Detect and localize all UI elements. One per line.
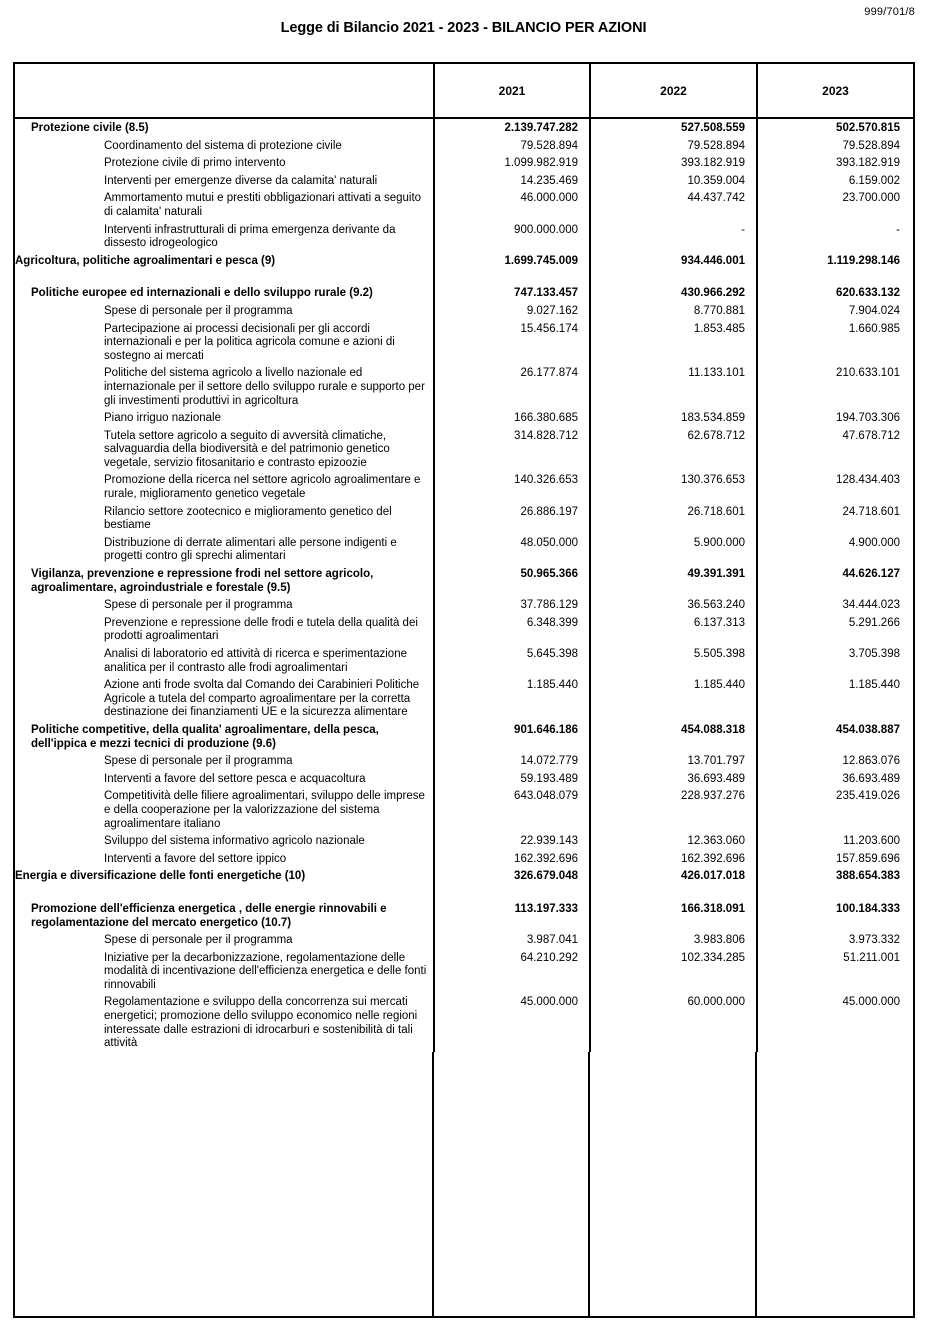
row-value-2021: 140.326.653: [434, 471, 590, 502]
row-label-cell: [15, 832, 434, 850]
table-row: [15, 900, 913, 931]
row-value-2023: 6.159.002: [848, 174, 900, 187]
row-value-2022: 11.133.101: [590, 364, 757, 409]
table-body: [15, 118, 913, 1052]
row-value-2021: 1.099.982.919: [434, 154, 590, 172]
spacer-cell: [434, 269, 590, 284]
row-value-2022: 166.318.091: [590, 900, 757, 931]
table-row: [15, 284, 913, 302]
row-label-cell: [15, 503, 434, 534]
row-label-cell: [15, 900, 434, 931]
row-value-2022: -: [590, 221, 757, 252]
row-value-2021: 314.828.712: [434, 427, 590, 472]
table-row: [15, 503, 913, 534]
row-value-2023: 12.863.076: [842, 755, 900, 768]
spacer-cell: [757, 269, 913, 284]
row-value-2021: 59.193.489: [434, 770, 590, 788]
table-row: [15, 252, 913, 270]
spacer-cell: [590, 885, 757, 900]
empty-cell-2022: [590, 1052, 757, 1316]
row-label: Interventi a favore del settore ippico: [104, 852, 287, 865]
row-value-2023: 5.291.266: [848, 616, 900, 629]
table-row: [15, 993, 913, 1051]
row-label: Spese di personale per il programma: [104, 599, 293, 612]
table-row: [15, 320, 913, 365]
table-row: [15, 302, 913, 320]
row-value-2022: 527.508.559: [590, 118, 757, 137]
row-value-2022: 44.437.742: [590, 189, 757, 220]
empty-cell-2023: [757, 1052, 913, 1316]
budget-table-container: [13, 62, 915, 1318]
row-label-cell: [15, 154, 434, 172]
row-value-2023: 1.660.985: [848, 322, 900, 335]
row-label: Spese di personale per il programma: [104, 934, 293, 947]
row-value-2023: 620.633.132: [836, 287, 900, 300]
header-row: [15, 64, 913, 118]
row-value-2021: 22.939.143: [434, 832, 590, 850]
row-label-cell: [15, 867, 434, 885]
row-label: Distribuzione di derrate alimentari alle persone indigenti e progetti contro gli sprechi alimentari: [104, 536, 397, 563]
row-value-2023: 235.419.026: [836, 790, 900, 803]
row-label-cell: [15, 770, 434, 788]
table-row: [15, 154, 913, 172]
row-value-2022: 430.966.292: [590, 284, 757, 302]
table-row: [15, 221, 913, 252]
table-row: [15, 770, 913, 788]
row-value-2021: 6.348.399: [434, 614, 590, 645]
row-value-2022: 26.718.601: [590, 503, 757, 534]
table-spacer-row: [15, 885, 913, 900]
row-value-2022: 49.391.391: [590, 565, 757, 596]
table-row: [15, 614, 913, 645]
table-header: [15, 64, 913, 118]
row-value-2021: 5.645.398: [434, 645, 590, 676]
row-value-2023: 4.900.000: [848, 536, 900, 549]
row-value-2022: 6.137.313: [590, 614, 757, 645]
row-value-2023: 3.973.332: [848, 934, 900, 947]
row-label: Competitività delle filiere agroalimentari, sviluppo delle imprese e della cooperazione per la valorizzazione del sistema agroalimentare italiano: [104, 790, 425, 830]
page-title: Legge di Bilancio 2021 - 2023 - BILANCIO PER AZIONI: [280, 20, 647, 36]
row-value-2021: 3.987.041: [434, 931, 590, 949]
table-row: [15, 645, 913, 676]
table-row: [15, 931, 913, 949]
row-value-2022: 102.334.285: [590, 949, 757, 994]
row-label: Regolamentazione e sviluppo della concorrenza sui mercati energetici; promozione dello sviluppo economico nelle regioni interessate dalle estrazioni di idrocarburi e sostenibilità di tali attività: [104, 996, 418, 1050]
empty-cell-label: [15, 1052, 434, 1316]
row-value-2021: 326.679.048: [434, 867, 590, 885]
row-value-2021: 113.197.333: [434, 900, 590, 931]
table-row: [15, 721, 913, 752]
row-label: Politiche competitive, della qualita' agroalimentare, della pesca, dell'ippica e mezzi tecnici di produzione (9.6): [31, 723, 379, 750]
table-row: [15, 867, 913, 885]
table-row: [15, 534, 913, 565]
row-value-2022: 79.528.894: [590, 137, 757, 155]
row-value-2022: 5.900.000: [590, 534, 757, 565]
row-value-2022: 228.937.276: [590, 787, 757, 832]
row-value-2021: 14.072.779: [434, 752, 590, 770]
row-value-2022: 60.000.000: [590, 993, 757, 1051]
row-label: Politiche del sistema agricolo a livello nazionale ed internazionale per il settore dello sviluppo rurale e supporto per gli investimenti produttivi in agricoltura: [104, 367, 425, 407]
table-row: [15, 596, 913, 614]
table-row: [15, 832, 913, 850]
row-label: Interventi per emergenze diverse da calamita' naturali: [104, 174, 378, 187]
row-label: Interventi a favore del settore pesca e acquacoltura: [104, 772, 366, 785]
row-value-2023: 3.705.398: [848, 648, 900, 660]
row-value-2023: -: [896, 223, 900, 236]
row-label: Spese di personale per il programma: [104, 304, 293, 317]
row-value-2021: 1.699.745.009: [434, 252, 590, 270]
row-value-2022: 12.363.060: [590, 832, 757, 850]
row-value-2023: 11.203.600: [843, 835, 900, 848]
row-value-2023: 45.000.000: [842, 996, 900, 1009]
row-value-2021: 45.000.000: [434, 993, 590, 1051]
row-label-cell: [15, 302, 434, 320]
spacer-cell: [590, 269, 757, 284]
row-label-cell: [15, 320, 434, 365]
row-label-cell: [15, 364, 434, 409]
row-value-2021: 37.786.129: [434, 596, 590, 614]
row-label: Prevenzione e repressione delle frodi e tutela della qualità dei prodotti agroalimentari: [104, 616, 418, 643]
row-value-2022: 8.770.881: [590, 302, 757, 320]
spacer-cell: [15, 885, 434, 900]
row-value-2022: 1.185.440: [590, 676, 757, 721]
table-row: [15, 409, 913, 427]
row-value-2023: 194.703.306: [836, 412, 900, 425]
row-value-2023: 454.038.887: [836, 723, 900, 736]
table-row: [15, 189, 913, 220]
row-value-2021: 747.133.457: [434, 284, 590, 302]
table-row: [15, 118, 913, 137]
table-row: [15, 752, 913, 770]
row-label: Protezione civile (8.5): [31, 122, 149, 134]
row-label: Iniziative per la decarbonizzazione, regolamentazione delle modalità di incentivazione dell'efficienza energetica e delle fonti rinnovabili: [104, 951, 427, 991]
row-value-2022: 162.392.696: [590, 850, 757, 868]
row-value-2023: 7.904.024: [848, 304, 900, 317]
row-value-2022: 934.446.001: [590, 252, 757, 270]
row-value-2021: 46.000.000: [434, 189, 590, 220]
row-label-cell: [15, 676, 434, 721]
row-label-cell: [15, 614, 434, 645]
row-label: Coordinamento del sistema di protezione civile: [104, 139, 342, 152]
row-value-2023: 502.570.815: [836, 122, 900, 134]
row-label-cell: [15, 189, 434, 220]
row-value-2022: 62.678.712: [590, 427, 757, 472]
row-value-2021: 26.886.197: [434, 503, 590, 534]
row-label-cell: [15, 427, 434, 472]
row-label: Rilancio settore zootecnico e miglioramento genetico del bestiame: [104, 505, 392, 532]
row-value-2021: 64.210.292: [434, 949, 590, 994]
row-label-cell: [15, 284, 434, 302]
row-label: Ammortamento mutui e prestiti obbligazionari attivati a seguito di calamita' naturali: [104, 192, 422, 218]
row-label-cell: [15, 949, 434, 994]
row-label: Politiche europee ed internazionali e dello sviluppo rurale (9.2): [31, 287, 373, 300]
row-value-2022: 13.701.797: [590, 752, 757, 770]
row-value-2022: 1.853.485: [590, 320, 757, 365]
row-label: Promozione dell'efficienza energetica , delle energie rinnovabili e regolamentazione del mercato energetico (10.7): [31, 902, 387, 929]
row-value-2022: 393.182.919: [590, 154, 757, 172]
row-label: Interventi infrastrutturali di prima emergenza derivante da dissesto idrogeologico: [104, 223, 396, 250]
row-label-cell: [15, 118, 434, 137]
row-value-2022: 3.983.806: [590, 931, 757, 949]
row-label: Energia e diversificazione delle fonti energetiche (10): [15, 870, 306, 883]
row-label: Sviluppo del sistema informativo agricolo nazionale: [104, 835, 365, 848]
row-value-2021: 26.177.874: [434, 364, 590, 409]
row-value-2022: 183.534.859: [590, 409, 757, 427]
table-row: [15, 471, 913, 502]
row-value-2021: 48.050.000: [434, 534, 590, 565]
row-value-2023: 388.654.383: [836, 870, 900, 883]
row-label-cell: [15, 252, 434, 270]
row-label-cell: [15, 137, 434, 155]
row-value-2023: 79.528.894: [842, 139, 900, 152]
row-value-2021: 15.456.174: [434, 320, 590, 365]
row-value-2022: 5.505.398: [590, 645, 757, 676]
row-value-2022: 36.563.240: [590, 596, 757, 614]
row-value-2023: 210.633.101: [836, 367, 900, 380]
row-value-2021: 900.000.000: [434, 221, 590, 252]
row-label-cell: [15, 645, 434, 676]
row-label-cell: [15, 787, 434, 832]
row-value-2023: 100.184.333: [836, 902, 900, 915]
row-value-2023: 1.185.440: [848, 679, 900, 692]
row-label-cell: [15, 596, 434, 614]
row-label-cell: [15, 850, 434, 868]
spacer-cell: [434, 885, 590, 900]
row-label: Promozione della ricerca nel settore agricolo agroalimentare e rurale, miglioramento genetico vegetale: [104, 474, 421, 501]
column-header-label: [15, 64, 434, 118]
row-label: Analisi di laboratorio ed attività di ricerca e sperimentazione analitica per il contrasto alle frodi agroalimentari: [104, 648, 407, 674]
row-label: Agricoltura, politiche agroalimentari e pesca (9): [15, 254, 276, 267]
row-value-2023: 44.626.127: [842, 568, 900, 581]
row-value-2023: 1.119.298.146: [827, 254, 900, 267]
row-value-2023: 23.700.000: [842, 192, 900, 205]
row-value-2023: 47.678.712: [842, 429, 900, 442]
row-value-2023: 51.211.001: [843, 951, 900, 964]
row-value-2021: 1.185.440: [434, 676, 590, 721]
table-row: [15, 850, 913, 868]
row-value-2023: 128.434.403: [836, 474, 900, 487]
row-value-2021: 2.139.747.282: [434, 118, 590, 137]
budget-table: [15, 64, 913, 1052]
spacer-cell: [15, 269, 434, 284]
row-label-cell: [15, 534, 434, 565]
row-value-2023: 36.693.489: [842, 772, 900, 785]
row-label: Vigilanza, prevenzione e repressione frodi nel settore agricolo, agroalimentare, agroindustriale e forestale (9.5): [31, 568, 374, 594]
row-label-cell: [15, 172, 434, 190]
row-label-cell: [15, 471, 434, 502]
column-header-2023: 2023: [757, 64, 913, 118]
row-label-cell: [15, 993, 434, 1051]
page-reference: 999/701/8: [864, 6, 915, 18]
table-row: [15, 676, 913, 721]
row-value-2023: 24.718.601: [842, 505, 900, 518]
row-label: Protezione civile di primo intervento: [104, 157, 286, 170]
row-value-2022: 454.088.318: [590, 721, 757, 752]
table-row: [15, 137, 913, 155]
row-label-cell: [15, 565, 434, 596]
row-value-2023: 393.182.919: [836, 157, 900, 170]
table-row: [15, 364, 913, 409]
row-value-2022: 130.376.653: [590, 471, 757, 502]
table-row: [15, 565, 913, 596]
row-value-2021: 9.027.162: [434, 302, 590, 320]
table-row: [15, 949, 913, 994]
column-header-2021: 2021: [434, 64, 590, 118]
row-value-2021: 50.965.366: [434, 565, 590, 596]
row-label-cell: [15, 221, 434, 252]
row-value-2021: 79.528.894: [434, 137, 590, 155]
table-spacer-row: [15, 269, 913, 284]
empty-cell-2021: [434, 1052, 590, 1316]
row-value-2022: 426.017.018: [590, 867, 757, 885]
row-value-2023: 157.859.696: [836, 852, 900, 865]
row-value-2021: 643.048.079: [434, 787, 590, 832]
row-label: Partecipazione ai processi decisionali per gli accordi internazionali e per la politica agricola comune e azioni di sostegno ai mercati: [104, 322, 395, 362]
row-label: Piano irriguo nazionale: [104, 412, 221, 425]
row-label-cell: [15, 721, 434, 752]
spacer-cell: [757, 885, 913, 900]
row-label-cell: [15, 409, 434, 427]
row-value-2021: 901.646.186: [434, 721, 590, 752]
row-value-2023: 34.444.023: [842, 599, 900, 612]
row-value-2021: 14.235.469: [434, 172, 590, 190]
row-label: Spese di personale per il programma: [104, 755, 293, 768]
table-row: [15, 172, 913, 190]
column-header-2022: 2022: [590, 64, 757, 118]
row-value-2022: 36.693.489: [590, 770, 757, 788]
table-row: [15, 787, 913, 832]
row-value-2022: 10.359.004: [590, 172, 757, 190]
row-value-2021: 166.380.685: [434, 409, 590, 427]
row-label-cell: [15, 931, 434, 949]
row-label: Tutela settore agricolo a seguito di avversità climatiche, salvaguardia della biodiversità e del patrimonio genetico vegetale, servizio fitosanitario e contrasto epizoozie: [104, 429, 390, 469]
row-value-2021: 162.392.696: [434, 850, 590, 868]
row-label: Azione anti frode svolta dal Comando dei Carabinieri Politiche Agricole a tutela del comparto agroalimentare per la corretta destinazione dei finanziamenti UE e la sicurezza alimentare: [104, 679, 420, 719]
table-empty-area: [15, 1052, 913, 1316]
row-label-cell: [15, 752, 434, 770]
table-row: [15, 427, 913, 472]
